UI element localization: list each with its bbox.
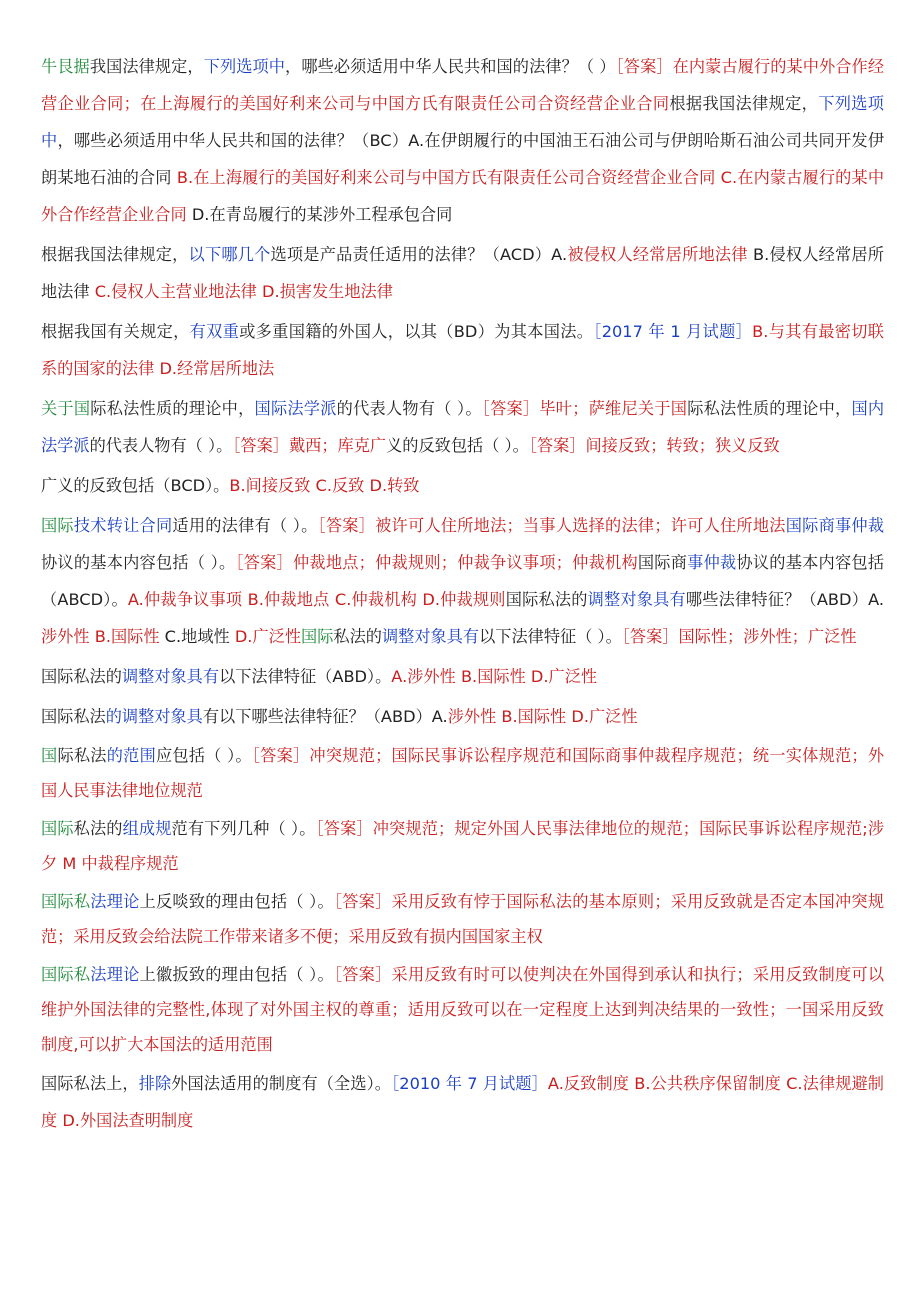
- question-text: 的代表人物有（ ）。: [336, 399, 482, 418]
- question-text: 根据我国法律规定，: [41, 245, 189, 264]
- highlight-text: 调整对象具有: [121, 667, 220, 686]
- question-text: 我国法律规定，: [89, 57, 204, 76]
- question-text: 国际商: [637, 553, 688, 572]
- answer-text: B.间接反致 C.反致 D.转致: [229, 476, 420, 495]
- answer-text: ［答案］国际性；涉外性；广泛性: [621, 627, 857, 646]
- question-text: ，哪些必须适用中华人民共和国的法律？（ ）: [285, 57, 616, 76]
- question-paragraph: [41, 884, 884, 954]
- question-text: C.地域性: [159, 627, 235, 646]
- question-text: 有以下哪些法律特征？（ABD）A.: [202, 707, 448, 726]
- answer-text: C.侵权人主营业地法律 D.损害发生地法律: [94, 282, 393, 301]
- answer-text: A.涉外性 B.国际性 D.广泛性: [391, 667, 598, 686]
- answer-text: D.广泛性: [234, 627, 302, 646]
- answer-text: 被侵权人经常居所地法律: [567, 245, 748, 264]
- question-text: 国际私: [41, 965, 91, 984]
- question-paragraph: [41, 698, 884, 735]
- question-paragraph: [41, 957, 884, 1062]
- question-paragraph: [41, 738, 884, 808]
- question-text: 协议的基本内容包括（ABCD）。: [41, 553, 885, 609]
- question-text: 上徽扳致的理由包括（ ）。: [139, 965, 334, 984]
- question-text: 私法的: [333, 627, 382, 646]
- question-paragraph: [41, 658, 884, 695]
- question-text: 根据我国有关规定，: [41, 322, 190, 341]
- question-text: 国际: [41, 516, 74, 535]
- question-text: 应包括（ ）。: [156, 746, 252, 765]
- answer-text: ［答案］采用反致有悖于国际私法的基本原则；采用反致就是否定本国冲突规范；采用反致会给法院工作带来诸多不便；采用反致有损内国国家主权: [41, 892, 885, 946]
- highlight-text: 技术转让合同: [73, 516, 173, 535]
- question-text: 选项是产品责任适用的法律？（ACD）A.: [270, 245, 568, 264]
- highlight-text: 有双重: [189, 322, 240, 341]
- question-text: 私法的: [73, 819, 123, 838]
- answer-text: ［答案］冲突规范；国际民事诉讼程序规范和国际商事仲裁程序规范；统一实体规范；外国人民事法律地位规范: [41, 746, 885, 800]
- question-text: 根据我国法律规定，: [669, 94, 819, 113]
- answer-text: A.仲裁争议事项 B.仲裁地点 C.仲裁机构 D.仲裁规则: [127, 590, 506, 609]
- question-text: 以下法律特征（ ）。: [479, 627, 622, 646]
- question-text: 适用的法律有（ ）。: [172, 516, 318, 535]
- question-paragraph: [41, 1065, 884, 1139]
- question-text: 义的反致包括（ ）。: [386, 436, 529, 455]
- highlight-text: 的调整对象具: [105, 707, 203, 726]
- question-text: 或多重国籍的外国人，以其（BD）为其本国法。: [239, 322, 594, 341]
- answer-text: ［答案］仲裁地点；仲裁规则；仲裁争议事项；仲裁机构: [235, 553, 638, 572]
- answer-text: 涉外性 B.国际性 D.广泛性: [447, 707, 638, 726]
- question-text: 关于国: [41, 399, 91, 418]
- question-text: 国际私法: [41, 707, 106, 726]
- question-text: 协议的基本内容包括（ ）。: [41, 553, 236, 572]
- highlight-text: ［2017 年 1 月试题］: [593, 322, 753, 341]
- highlight-text: 的范围: [106, 746, 156, 765]
- question-text: ，哪些必须适用中华人民共和国的法律？（BC）A.在伊朗履行的中国油王石油公司与伊朗哈斯石油公司共同开发伊朗某地石油的合同: [41, 131, 885, 187]
- answer-text: ［答案］采用反致有时可以使判决在外国得到承认和执行；采用反致制度可以维护外国法律的完整性,体现了对外国主权的尊重；适用反致可以在一定程度上达到判决结果的一致性；一国采用反致制度,可以扩大本国法的适用范围: [41, 965, 885, 1054]
- question-text: 际私法: [57, 746, 107, 765]
- answer-text: A.反致制度 B.公共秩序保留制度 C.法律规避制度 D.外国法查明制度: [41, 1074, 884, 1130]
- question-text: D.在青岛履行的某涉外工程承包合同: [186, 205, 453, 224]
- answer-text: ［答案］戴西；库克广: [232, 436, 387, 455]
- question-paragraph: [41, 313, 884, 387]
- answer-text: ［答案］间接反致；转致；狭义反致: [528, 436, 780, 455]
- highlight-text: 调整对象具有: [587, 590, 686, 609]
- question-text: 范有下列几种（ ）。: [171, 819, 316, 838]
- question-text: 哪些法律特征？（ABD）A.: [685, 590, 885, 609]
- highlight-text: 排除: [138, 1074, 172, 1093]
- question-text: 国际: [301, 627, 334, 646]
- question-text: 牛艮据: [41, 57, 90, 76]
- highlight-text: 下列选项中: [41, 94, 884, 150]
- highlight-text: 组成规: [122, 819, 172, 838]
- question-paragraph: [41, 48, 884, 233]
- question-text: B.侵权人经常居所地法律: [41, 245, 884, 301]
- question-paragraph: [41, 390, 884, 464]
- highlight-text: 下列选项中: [203, 57, 286, 76]
- question-text: 的代表人物有（ ）。: [89, 436, 233, 455]
- answer-text: ［答案］冲突规范；规定外国人民事法律地位的规范；国际民事诉讼程序规范;涉夕 M 中裁程序规范: [41, 819, 885, 873]
- highlight-text: 法理论: [90, 892, 140, 911]
- question-text: 际私法性质的理论中，: [90, 399, 255, 418]
- highlight-text: 法理论: [90, 965, 140, 984]
- answer-text: B.在上海履行的美国好利来公司与中国方氏有限责任公司合资经营企业合同 C.在内蒙古履行的某中外合作经营企业合同: [41, 168, 885, 224]
- question-text: 国际私法上，: [41, 1074, 139, 1093]
- question-text: 广义的反致包括（BCD）。: [41, 476, 230, 495]
- question-text: 国: [41, 746, 58, 765]
- question-text: 国际: [41, 819, 74, 838]
- question-paragraph: [41, 467, 884, 504]
- question-text: 国际私法的: [505, 590, 588, 609]
- highlight-text: 调整对象具有: [381, 627, 480, 646]
- question-text: 以下法律特征（ABD）。: [219, 667, 392, 686]
- question-paragraph: [41, 236, 884, 310]
- answer-text: 涉外性 B.国际性: [41, 627, 160, 646]
- answer-text: B.与其有最密切联系的国家的法律 D.经常居所地法: [41, 322, 884, 378]
- question-paragraph: [41, 507, 884, 655]
- highlight-text: 事仲裁: [687, 553, 737, 572]
- question-text: 上反啖致的理由包括（ ）。: [139, 892, 334, 911]
- answer-text: ［答案］毕叶；萨维尼关于国: [481, 399, 688, 418]
- question-text: 际私法性质的理论中，: [687, 399, 852, 418]
- highlight-text: 国内法学派: [41, 399, 885, 455]
- highlight-text: ［2010 年 7 月试题］: [391, 1074, 548, 1093]
- highlight-text: 以下哪几个: [188, 245, 271, 264]
- question-text: 外国法适用的制度有（全选）。: [171, 1074, 392, 1093]
- highlight-text: 国际法学派: [254, 399, 337, 418]
- answer-text: ［答案］在内蒙古履行的某中外合作经营企业合同；在上海履行的美国好利来公司与中国方氏有限责任公司合资经营企业合同: [41, 57, 885, 113]
- question-text: 国际私: [41, 892, 91, 911]
- document-body: [41, 48, 884, 1142]
- question-paragraph: [41, 811, 884, 881]
- highlight-text: 国际商事仲裁: [785, 516, 885, 535]
- answer-text: ［答案］被许可人住所地法；当事人选择的法律；许可人住所地法: [317, 516, 786, 535]
- question-text: 国际私法的: [41, 667, 122, 686]
